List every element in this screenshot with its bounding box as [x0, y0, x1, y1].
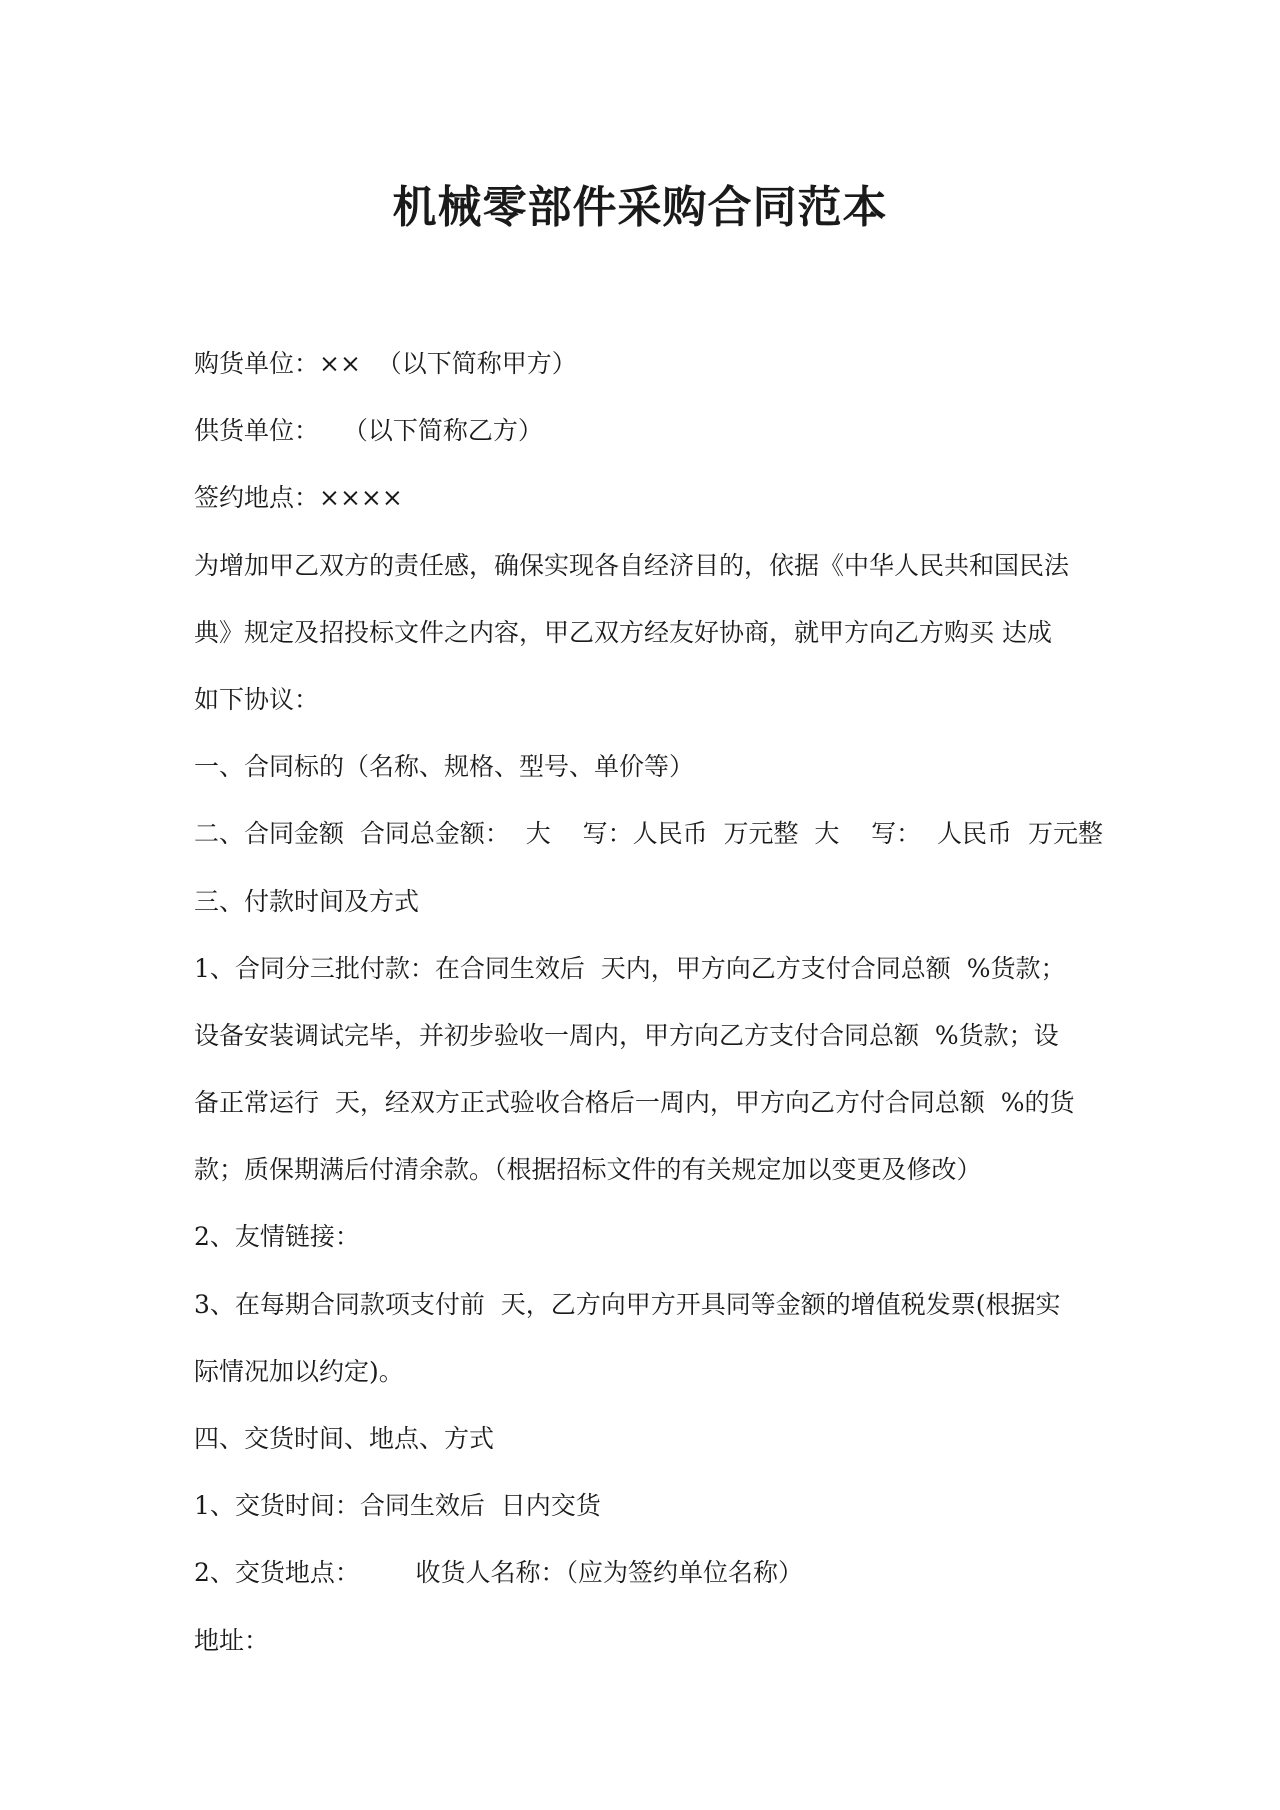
preamble-line-1: 为增加甲乙双方的责任感，确保实现各自经济目的，依据《中华人民共和国民法: [194, 550, 1070, 580]
buyer-line: 购货单位：×× （以下简称甲方）: [194, 349, 577, 378]
section-2-heading: 二、合同金额 合同总金额： 大 写：人民币 万元整 大 写： 人民币 万元整: [194, 819, 1103, 849]
section-3-heading: 三、付款时间及方式: [194, 886, 420, 916]
payment-clause-1-line-2: 设备安装调试完毕，并初步验收一周内，甲方向乙方支付合同总额 %货款；设: [194, 1020, 1059, 1050]
section-1-heading: 一、合同标的（名称、规格、型号、单价等）: [194, 752, 695, 782]
payment-clause-1-line-3: 备正常运行 天，经双方正式验收合格后一周内，甲方向乙方付合同总额 %的货: [194, 1088, 1075, 1118]
payment-clause-1-line-1: 1、合同分三批付款：在合同生效后 天内，甲方向乙方支付合同总额 %货款；: [194, 953, 1066, 983]
delivery-place-line: 2、交货地点： 收货人名称：（应为签约单位名称）: [194, 1558, 804, 1588]
payment-clause-3-line-2: 际情况加以约定)。: [194, 1356, 404, 1386]
payment-clause-1-line-4: 款；质保期满后付清余款。（根据招标文件的有关规定加以变更及修改）: [194, 1155, 982, 1185]
payment-clause-2: 2、友情链接：: [194, 1222, 360, 1252]
preamble-line-3: 如下协议：: [194, 684, 320, 714]
document-body: [194, 330, 1103, 1674]
document-title: 机械零部件采购合同范本: [392, 182, 888, 233]
supplier-line: 供货单位： （以下简称乙方）: [194, 416, 543, 446]
address-line: 地址：: [194, 1625, 270, 1655]
section-4-heading: 四、交货时间、地点、方式: [194, 1424, 495, 1453]
signing-location-line: 签约地点：××××: [194, 483, 403, 513]
delivery-time-line: 1、交货时间：合同生效后 日内交货: [194, 1491, 601, 1521]
preamble-line-2: 典》规定及招投标文件之内容，甲乙双方经友好协商，就甲方向乙方购买 达成: [194, 617, 1052, 647]
payment-clause-3-line-1: 3、在每期合同款项支付前 天，乙方向甲方开具同等金额的增值税发票(根据实: [194, 1289, 1061, 1319]
